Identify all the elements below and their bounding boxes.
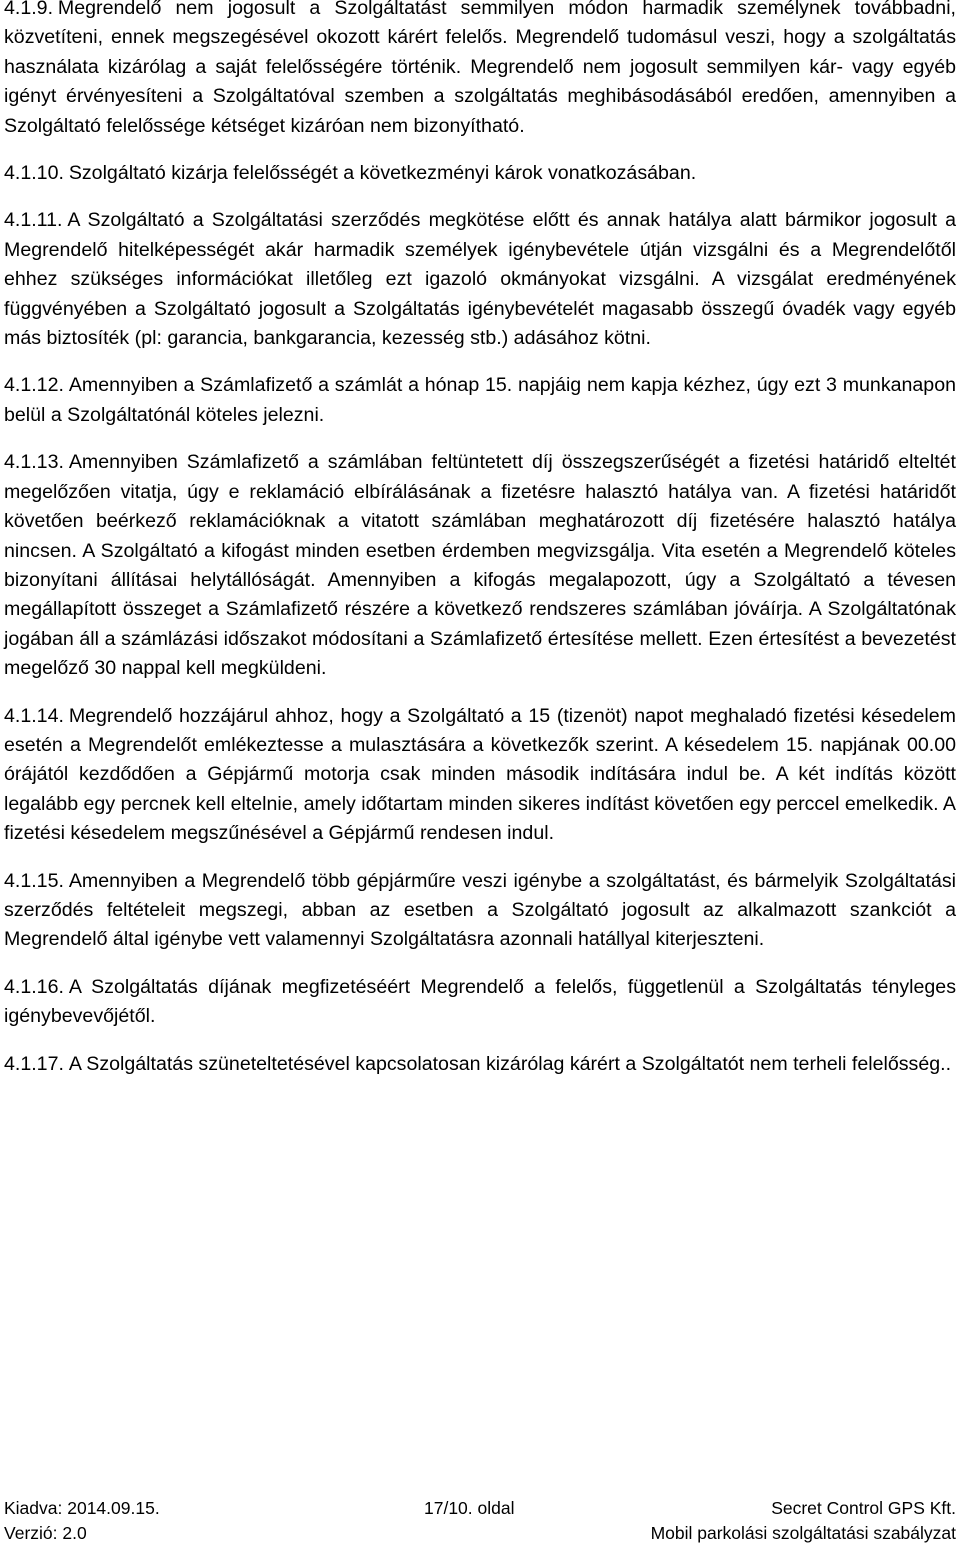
paragraph-4-1-14: [4, 702, 956, 849]
paragraph-4-1-12: [4, 371, 956, 430]
paragraph-text: Megrendelő hozzájárul ahhoz, hogy a Szolgáltató a 15 (tizenöt) napot meghaladó fizetési késedelem esetén a Megrendelőt emlékeztesse a mulasztására a következők szerint. A késedelem 15. napjának 00.00 órájától kezdődően a Gépjármű motorja csak minden második indítására indul be. A két indítás között legalább egy percnek kell eltelnie, amely időtartam minden sikeres indítást követően egy perccel emelkedik. A fizetési késedelem megszűnésével a Gépjármű rendesen indul.: [4, 704, 956, 845]
paragraph-number: 4.1.11.: [4, 209, 63, 232]
issued-date: Kiadva: 2014.09.15.: [4, 1498, 160, 1518]
paragraph-4-1-9: [4, 0, 956, 141]
paragraph-text: Amennyiben Számlafizető a számlában feltüntetett díj összegszerűségét a fizetési határidő elteltét megelőzően vitatja, úgy e reklamáció elbírálásának a fizetésre halasztó hatálya van. A fizetési határidőt követően beérkező reklamációknak a vitatott számlában meghatározott díj fizetésére halasztó hatálya nincsen. A Szolgáltató a kifogást minden esetben érdemben megvizsgálja. Vita esetén a Megrendelő köteles bizonyítani állításai helytállóságát. Amennyiben a kifogás megalapozott, úgy a Szolgáltató a tévesen megállapított összeget a Számlafizető részére a következő rendszeres számlában jóváírja. A Szolgáltatónak jogában áll a számlázási időszakot módosítani a Számlafizető értesítése mellett. Ezen értesítést a bevezetést megelőző 30 nappal kell megküldeni.: [4, 451, 956, 680]
paragraph-number: 4.1.17.: [4, 1052, 64, 1075]
paragraph-number: 4.1.10.: [4, 162, 64, 185]
paragraph-number: 4.1.13.: [4, 451, 64, 474]
document-title: Mobil parkolási szolgáltatási szabályzat: [650, 1523, 956, 1543]
document-body: [4, 0, 956, 1097]
paragraph-text: Amennyiben a Megrendelő több gépjárműre veszi igénybe a szolgáltatást, és bármelyik Szolgáltatási szerződés feltételeit megszegi, abban az esetben a Szolgáltató jogosult az alkalmazott szankciót a Megrendelő által igénybe vett valamennyi Szolgáltatásra azonnali hatállyal kiterjeszteni.: [4, 869, 956, 951]
paragraph-number: 4.1.14.: [4, 704, 64, 727]
paragraph-text: Amennyiben a Számlafizető a számlát a hónap 15. napjáig nem kapja kézhez, úgy ezt 3 munkanapon belül a Szolgáltatónál köteles jelezni.: [4, 374, 956, 426]
paragraph-4-1-10: [4, 159, 956, 188]
paragraph-number: 4.1.16.: [4, 975, 64, 998]
paragraph-4-1-16: [4, 973, 956, 1032]
company-name: Secret Control GPS Kft.: [771, 1498, 956, 1518]
paragraph-4-1-11: [4, 206, 956, 353]
paragraph-text: A Szolgáltatás szüneteltetésével kapcsolatosan kizárólag kárért a Szolgáltatót nem terheli felelősség..: [68, 1052, 952, 1075]
footer-row-top: [4, 1496, 956, 1521]
paragraph-4-1-13: [4, 448, 956, 683]
paragraph-number: 4.1.15.: [4, 869, 64, 892]
paragraph-4-1-17: [4, 1050, 956, 1079]
version-label: Verzió: 2.0: [4, 1523, 87, 1543]
page-number: 17/10. oldal: [424, 1498, 515, 1518]
paragraph-text: Szolgáltató kizárja felelősségét a következményi károk vonatkozásában.: [68, 162, 697, 185]
paragraph-4-1-15: [4, 867, 956, 955]
page-footer: [4, 1496, 956, 1546]
paragraph-text: A Szolgáltató a Szolgáltatási szerződés megkötése előtt és annak hatálya alatt bármikor jogosult a Megrendelő hitelképességét akár harmadik személyek igénybevétele útján vizsgálni és a Megrendelőtől ehhez szükséges információkat illetőleg ezt igazoló okmányokat vizsgálni. A vizsgálat eredményének függvényében a Szolgáltató jogosult a Szolgáltatás igénybevételét magasabb összegű óvadék vagy egyéb más biztosíték (pl: garancia, bankgarancia, kezesség stb.) adásához kötni.: [4, 209, 956, 350]
paragraph-number: 4.1.12.: [4, 374, 64, 397]
paragraph-number: 4.1.9.: [4, 0, 54, 19]
paragraph-text: A Szolgáltatás díjának megfizetéséért Megrendelő a felelős, függetlenül a Szolgáltatás tényleges igénybevevőjétől.: [4, 975, 956, 1028]
footer-row-bottom: [4, 1521, 956, 1546]
paragraph-text: Megrendelő nem jogosult a Szolgáltatást semmilyen módon harmadik személynek továbbadni, közvetíteni, ennek megszegésével okozott kárért felelős. Megrendelő tudomásul veszi, hogy a szolgáltatás használata kizárólag a saját felelősségére történik. Megrendelő nem jogosult semmilyen kár- vagy egyéb igényt érvényesíteni a Szolgáltatóval szemben a szolgáltatás meghibásodásából eredően, amennyiben a Szolgáltató felelőssége kétséget kizáróan nem bizonyítható.: [4, 0, 956, 137]
